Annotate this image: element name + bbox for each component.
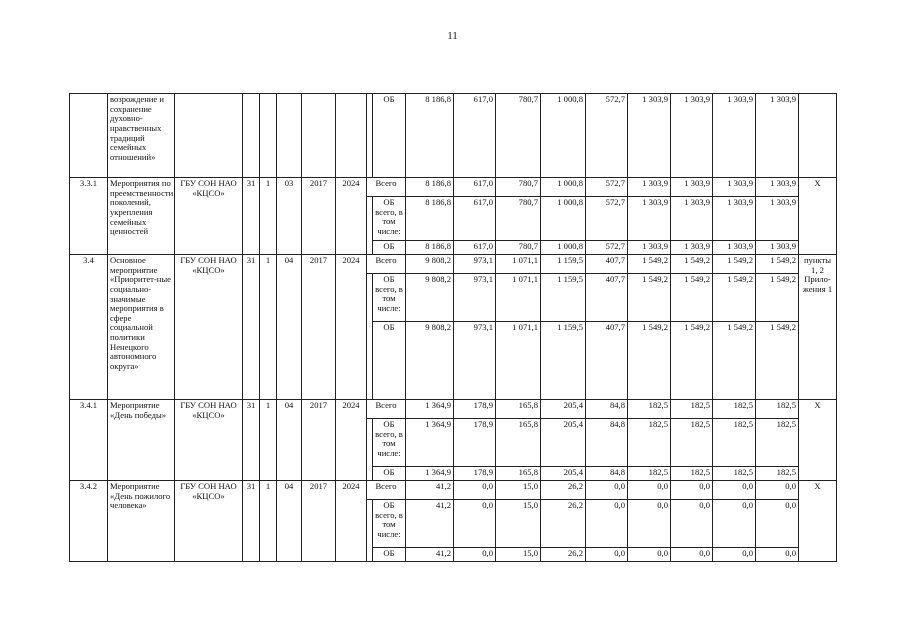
source-label-cell: ОБ xyxy=(373,548,406,562)
value-cell: 0,0 xyxy=(628,481,671,500)
reference-cell xyxy=(799,94,837,178)
value-cell: 26,2 xyxy=(541,500,586,548)
value-cell: 1 303,9 xyxy=(756,178,799,197)
value-cell: 973,1 xyxy=(454,322,496,400)
value-cell: 0,0 xyxy=(756,500,799,548)
source-label-cell: Всего xyxy=(367,178,406,197)
value-cell: 15,0 xyxy=(496,548,541,562)
value-cell: 407,7 xyxy=(586,322,628,400)
value-cell: 165,8 xyxy=(496,467,541,481)
code-cell: 1 xyxy=(260,178,277,255)
code-cell: 04 xyxy=(277,255,302,400)
item-number-cell: 3.4.1 xyxy=(70,400,108,481)
start-year-cell: 2017 xyxy=(302,481,336,562)
end-year-cell: 2024 xyxy=(336,400,367,481)
value-cell: 1 159,5 xyxy=(541,322,586,400)
value-cell: 0,0 xyxy=(671,500,713,548)
value-cell: 8 186,8 xyxy=(406,241,454,255)
item-number-cell: 3.4 xyxy=(70,255,108,400)
value-cell: 205,4 xyxy=(541,467,586,481)
org-cell: ГБУ СОН НАО «КЦСО» xyxy=(175,481,243,562)
org-cell xyxy=(175,94,243,178)
value-cell: 617,0 xyxy=(454,94,496,178)
code-cell: 31 xyxy=(243,178,260,255)
reference-cell: пункты 1, 2 Прило-жения 1 xyxy=(799,255,837,400)
source-label-cell: ОБ xyxy=(373,241,406,255)
table-cell xyxy=(277,94,302,178)
value-cell: 178,9 xyxy=(454,400,496,419)
item-number-cell xyxy=(70,94,108,178)
value-cell: 0,0 xyxy=(628,500,671,548)
value-cell: 1 364,9 xyxy=(406,400,454,419)
value-cell: 617,0 xyxy=(454,241,496,255)
code-cell: 04 xyxy=(277,481,302,562)
value-cell: 165,8 xyxy=(496,419,541,467)
value-cell: 1 303,9 xyxy=(713,197,756,241)
value-cell: 1 303,9 xyxy=(756,241,799,255)
table-cell xyxy=(302,94,336,178)
value-cell: 182,5 xyxy=(628,419,671,467)
value-cell: 182,5 xyxy=(628,467,671,481)
item-name-cell: Основное мероприятие «Приоритет-ные социально-значимые мероприятия в сфере социальной политики Ненецкого автономного округа» xyxy=(108,255,175,400)
value-cell: 1 159,5 xyxy=(541,255,586,274)
start-year-cell: 2017 xyxy=(302,400,336,481)
value-cell: 8 186,8 xyxy=(406,197,454,241)
reference-cell: Х xyxy=(799,400,837,481)
source-label-cell: ОБ всего, в том числе: xyxy=(373,274,406,322)
item-name-cell: Мероприятия по преемственности поколений, укрепления семейных ценностей xyxy=(108,178,175,255)
value-cell: 1 549,2 xyxy=(713,274,756,322)
value-cell: 0,0 xyxy=(713,481,756,500)
value-cell: 1 549,2 xyxy=(756,322,799,400)
value-cell: 182,5 xyxy=(628,400,671,419)
value-cell: 41,2 xyxy=(406,548,454,562)
value-cell: 15,0 xyxy=(496,481,541,500)
end-year-cell: 2024 xyxy=(336,178,367,255)
source-label-cell: Всего xyxy=(367,481,406,500)
value-cell: 572,7 xyxy=(586,241,628,255)
value-cell: 1 549,2 xyxy=(671,255,713,274)
code-cell: 1 xyxy=(260,400,277,481)
value-cell: 973,1 xyxy=(454,255,496,274)
value-cell: 165,8 xyxy=(496,400,541,419)
value-cell: 1 071,1 xyxy=(496,255,541,274)
code-cell: 31 xyxy=(243,481,260,562)
source-label-cell: ОБ xyxy=(373,322,406,400)
table-cell xyxy=(243,94,260,178)
code-cell: 04 xyxy=(277,400,302,481)
value-cell: 1 303,9 xyxy=(628,197,671,241)
value-cell: 84,8 xyxy=(586,400,628,419)
value-cell: 182,5 xyxy=(671,419,713,467)
item-name-cell: Мероприятие «День пожилого человека» xyxy=(108,481,175,562)
value-cell: 8 186,8 xyxy=(406,94,454,178)
value-cell: 9 808,2 xyxy=(406,255,454,274)
code-cell: 31 xyxy=(243,400,260,481)
value-cell: 0,0 xyxy=(713,548,756,562)
table-cell xyxy=(260,94,277,178)
org-cell: ГБУ СОН НАО «КЦСО» xyxy=(175,178,243,255)
budget-table-body xyxy=(70,94,837,562)
value-cell: 0,0 xyxy=(454,500,496,548)
value-cell: 26,2 xyxy=(541,481,586,500)
value-cell: 617,0 xyxy=(454,197,496,241)
reference-cell: Х xyxy=(799,178,837,255)
code-cell: 1 xyxy=(260,481,277,562)
value-cell: 178,9 xyxy=(454,467,496,481)
value-cell: 8 186,8 xyxy=(406,178,454,197)
value-cell: 1 000,8 xyxy=(541,94,586,178)
value-cell: 1 303,9 xyxy=(713,178,756,197)
value-cell: 1 303,9 xyxy=(713,241,756,255)
code-cell: 31 xyxy=(243,255,260,400)
value-cell: 1 549,2 xyxy=(671,322,713,400)
value-cell: 1 549,2 xyxy=(756,274,799,322)
value-cell: 780,7 xyxy=(496,197,541,241)
value-cell: 182,5 xyxy=(756,419,799,467)
value-cell: 182,5 xyxy=(713,419,756,467)
value-cell: 1 000,8 xyxy=(541,241,586,255)
value-cell: 572,7 xyxy=(586,178,628,197)
value-cell: 0,0 xyxy=(454,481,496,500)
value-cell: 41,2 xyxy=(406,500,454,548)
value-cell: 41,2 xyxy=(406,481,454,500)
value-cell: 205,4 xyxy=(541,419,586,467)
value-cell: 780,7 xyxy=(496,241,541,255)
value-cell: 1 364,9 xyxy=(406,467,454,481)
value-cell: 780,7 xyxy=(496,94,541,178)
value-cell: 1 303,9 xyxy=(628,241,671,255)
value-cell: 1 303,9 xyxy=(713,94,756,178)
value-cell: 0,0 xyxy=(671,548,713,562)
value-cell: 1 549,2 xyxy=(628,274,671,322)
value-cell: 1 000,8 xyxy=(541,178,586,197)
value-cell: 84,8 xyxy=(586,467,628,481)
value-cell: 1 303,9 xyxy=(671,241,713,255)
value-cell: 1 071,1 xyxy=(496,322,541,400)
value-cell: 407,7 xyxy=(586,274,628,322)
value-cell: 973,1 xyxy=(454,274,496,322)
code-cell: 03 xyxy=(277,178,302,255)
budget-table xyxy=(69,93,837,562)
end-year-cell: 2024 xyxy=(336,255,367,400)
value-cell: 1 303,9 xyxy=(756,197,799,241)
value-cell: 780,7 xyxy=(496,178,541,197)
source-label-cell: ОБ всего, в том числе: xyxy=(373,419,406,467)
code-cell: 1 xyxy=(260,255,277,400)
value-cell: 0,0 xyxy=(586,500,628,548)
value-cell: 407,7 xyxy=(586,255,628,274)
value-cell: 182,5 xyxy=(713,467,756,481)
source-label-cell: ОБ всего, в том числе: xyxy=(373,197,406,241)
item-number-cell: 3.3.1 xyxy=(70,178,108,255)
value-cell: 0,0 xyxy=(454,548,496,562)
value-cell: 1 303,9 xyxy=(628,94,671,178)
item-name-cell: возрождение и сохранение духовно-нравственных традиций семейных отношений» xyxy=(108,94,175,178)
value-cell: 1 549,2 xyxy=(713,255,756,274)
item-name-cell: Мероприятие «День победы» xyxy=(108,400,175,481)
item-number-cell: 3.4.2 xyxy=(70,481,108,562)
value-cell: 182,5 xyxy=(671,467,713,481)
start-year-cell: 2017 xyxy=(302,178,336,255)
value-cell: 182,5 xyxy=(713,400,756,419)
start-year-cell: 2017 xyxy=(302,255,336,400)
value-cell: 205,4 xyxy=(541,400,586,419)
value-cell: 572,7 xyxy=(586,94,628,178)
value-cell: 617,0 xyxy=(454,178,496,197)
org-cell: ГБУ СОН НАО «КЦСО» xyxy=(175,255,243,400)
value-cell: 15,0 xyxy=(496,500,541,548)
item-total-row xyxy=(70,481,837,500)
value-cell: 1 549,2 xyxy=(628,322,671,400)
value-cell: 0,0 xyxy=(586,548,628,562)
value-cell: 0,0 xyxy=(628,548,671,562)
value-cell: 0,0 xyxy=(586,481,628,500)
value-cell: 1 364,9 xyxy=(406,419,454,467)
value-cell: 1 000,8 xyxy=(541,197,586,241)
value-cell: 1 303,9 xyxy=(628,178,671,197)
source-label-cell: Всего xyxy=(367,400,406,419)
value-cell: 1 303,9 xyxy=(671,197,713,241)
value-cell: 1 549,2 xyxy=(756,255,799,274)
org-cell: ГБУ СОН НАО «КЦСО» xyxy=(175,400,243,481)
value-cell: 1 303,9 xyxy=(756,94,799,178)
value-cell: 178,9 xyxy=(454,419,496,467)
item-total-row xyxy=(70,178,837,197)
value-cell: 572,7 xyxy=(586,197,628,241)
value-cell: 1 549,2 xyxy=(628,255,671,274)
value-cell: 0,0 xyxy=(756,548,799,562)
value-cell: 0,0 xyxy=(671,481,713,500)
item-total-row xyxy=(70,400,837,419)
value-cell: 1 549,2 xyxy=(713,322,756,400)
end-year-cell: 2024 xyxy=(336,481,367,562)
source-label-cell: ОБ xyxy=(373,467,406,481)
source-label-cell: ОБ всего, в том числе: xyxy=(373,500,406,548)
value-cell: 1 303,9 xyxy=(671,94,713,178)
value-cell: 182,5 xyxy=(671,400,713,419)
page-number: 11 xyxy=(447,30,458,42)
value-cell: 182,5 xyxy=(756,467,799,481)
reference-cell: Х xyxy=(799,481,837,562)
value-cell: 26,2 xyxy=(541,548,586,562)
value-cell: 1 071,1 xyxy=(496,274,541,322)
item-total-row xyxy=(70,255,837,274)
value-cell: 0,0 xyxy=(713,500,756,548)
value-cell: 1 303,9 xyxy=(671,178,713,197)
value-cell: 1 549,2 xyxy=(671,274,713,322)
source-cell: ОБ xyxy=(373,94,406,178)
value-cell: 0,0 xyxy=(756,481,799,500)
value-cell: 9 808,2 xyxy=(406,322,454,400)
value-cell: 9 808,2 xyxy=(406,274,454,322)
source-label-cell: Всего xyxy=(367,255,406,274)
value-cell: 182,5 xyxy=(756,400,799,419)
value-cell: 84,8 xyxy=(586,419,628,467)
value-cell: 1 159,5 xyxy=(541,274,586,322)
continuation-row xyxy=(70,94,837,178)
table-cell xyxy=(336,94,367,178)
